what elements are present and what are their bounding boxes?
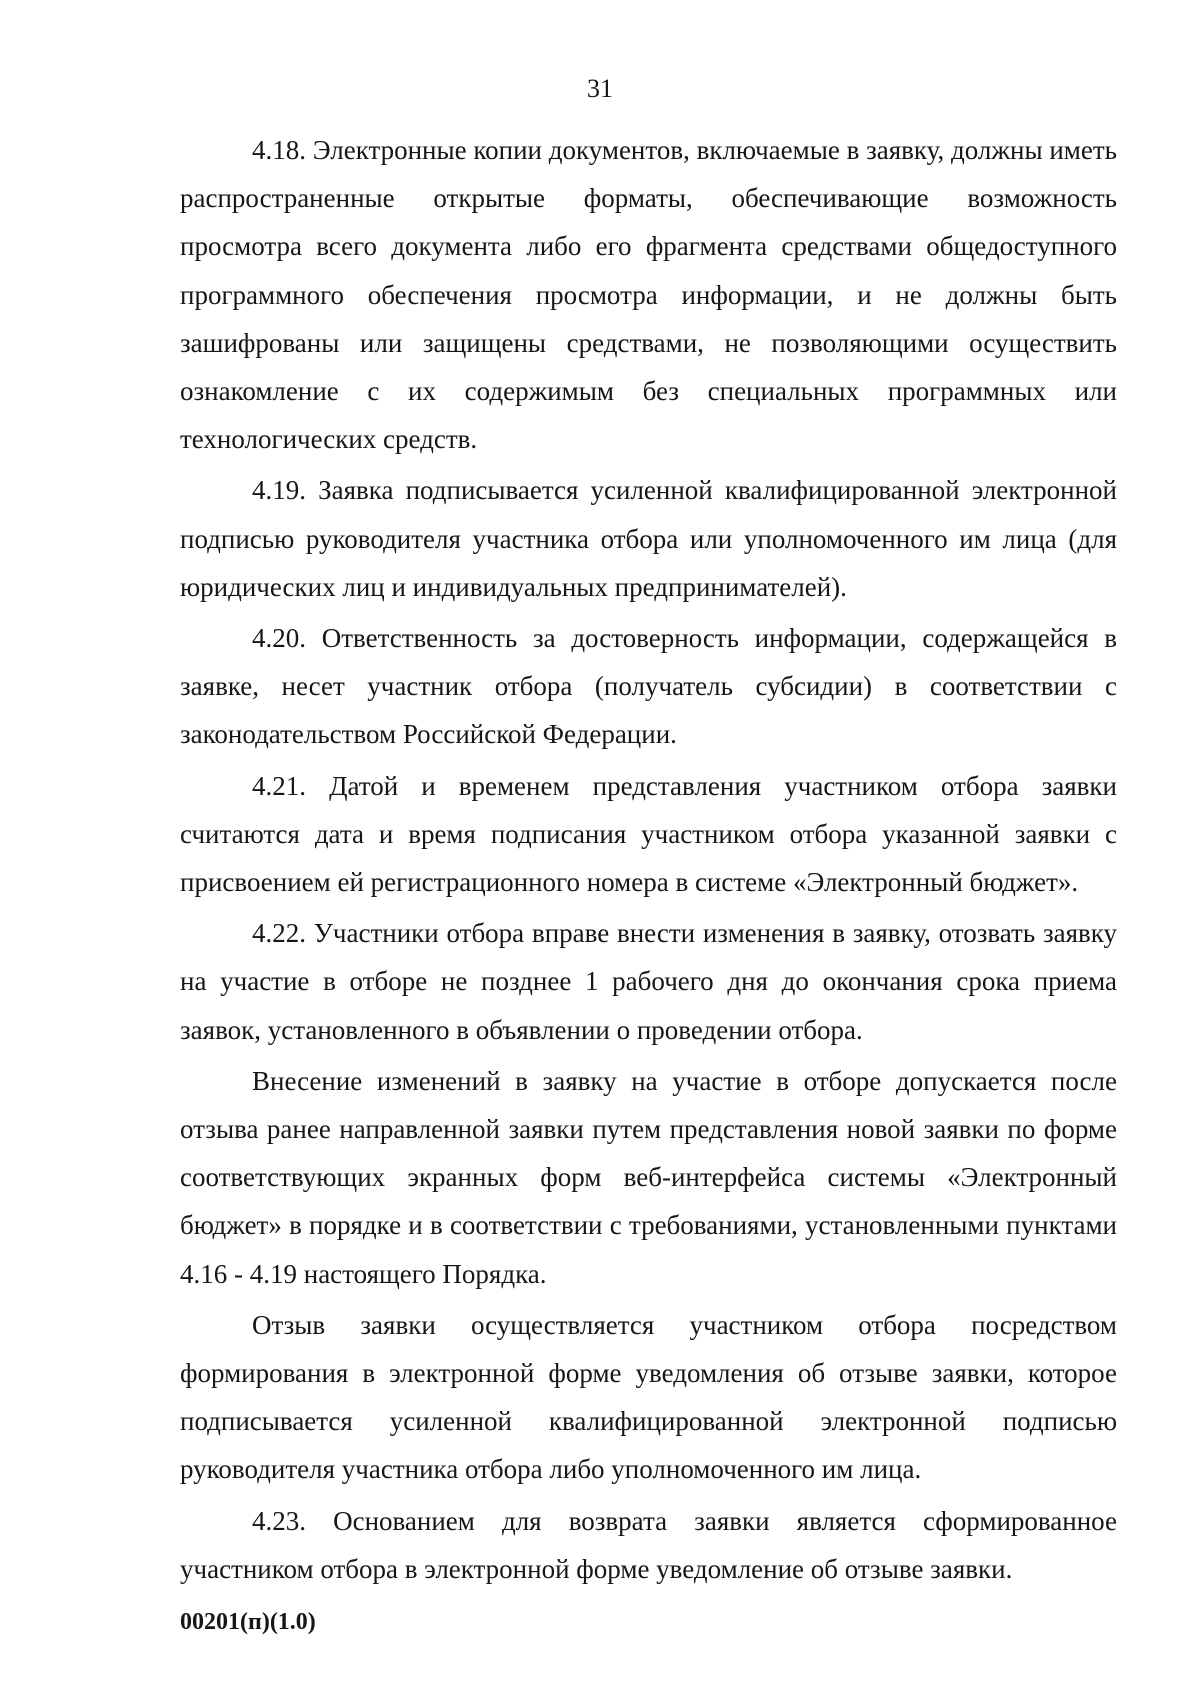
paragraph-4-18: 4.18. Электронные копии документов, включаемые в заявку, должны иметь распространенные открытые форматы, обеспечивающие возможность просмотра всего документа либо его фрагмента средствами общедоступного программного обеспечения просмотра информации, и не должны быть зашифрованы или защищены средствами, не позволяющими осуществить ознакомление с их содержимым без специальных программных или технологических средств.	[180, 135, 1117, 455]
paragraph-4-21: 4.21. Датой и временем представления участником отбора заявки считаются дата и время подписания участником отбора указанной заявки с присвоением ей регистрационного номера в системе «Электронный бюджет».	[180, 770, 1117, 898]
paragraph-withdrawal: Отзыв заявки осуществляется участником отбора посредством формирования в электронной форме уведомления об отзыве заявки, которое подписывается усиленной квалифицированной электронной подписью руководителя участника отбора либо уполномоченного им лица.	[180, 1309, 1117, 1485]
paragraph-amendments: Внесение изменений в заявку на участие в отборе допускается после отзыва ранее направленной заявки путем представления новой заявки по форме соответствующих экранных форм веб-интерфейса системы «Электронный бюджет» в порядке и в соответствии с требованиями, установленными пунктами 4.16 - 4.19 настоящего Порядка.	[180, 1065, 1117, 1289]
paragraph-4-20: 4.20. Ответственность за достоверность информации, содержащейся в заявке, несет участник отбора (получатель субсидии) в соответствии с законодательством Российской Федерации.	[180, 623, 1117, 750]
page-number: 31	[587, 74, 613, 103]
document-body	[180, 126, 1117, 1596]
paragraph-4-23: 4.23. Основанием для возврата заявки является сформированное участником отбора в электронной форме уведомление об отзыве заявки.	[180, 1505, 1117, 1584]
paragraph-4-22: 4.22. Участники отбора вправе внести изменения в заявку, отозвать заявку на участие в отборе не позднее 1 рабочего дня до окончания срока приема заявок, установленного в объявлении о проведении отбора.	[180, 918, 1117, 1045]
paragraph-4-19: 4.19. Заявка подписывается усиленной квалифицированной электронной подписью руководителя участника отбора или уполномоченного им лица (для юридических лиц и индивидуальных предпринимателей).	[180, 475, 1117, 602]
document-code: 00201(п)(1.0)	[180, 1609, 316, 1635]
